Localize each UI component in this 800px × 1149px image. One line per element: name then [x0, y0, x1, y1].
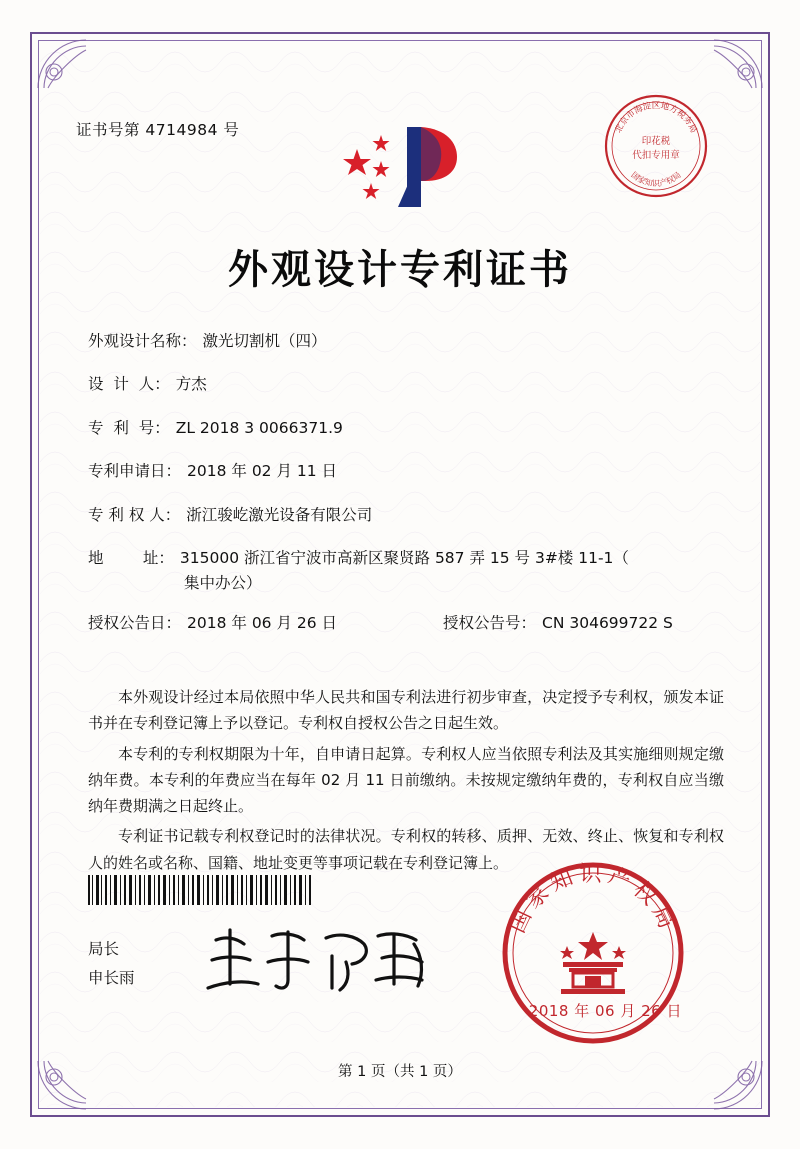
seal-top-text: 国家知识产权局	[504, 862, 682, 937]
tax-stamp-icon	[602, 92, 710, 200]
field-application-date	[88, 460, 730, 482]
certificate-content	[60, 60, 740, 1089]
legal-text	[88, 684, 724, 880]
legal-paragraph: 本外观设计经过本局依照中华人民共和国专利法进行初步审查，决定授予专利权，颁发本证书并在专利登记簿上予以登记。专利权自授权公告之日起生效。	[88, 688, 724, 733]
field-value: 浙江骏屹激光设备有限公司	[186, 505, 373, 524]
field-patent-number	[88, 417, 730, 439]
field-label: 设 计 人：	[88, 375, 170, 394]
field-label: 专 利 号：	[88, 418, 170, 437]
field-designer	[88, 373, 730, 395]
stamp-center-line1: 印花税	[641, 136, 671, 147]
field-label: 地 址：	[88, 549, 174, 568]
field-address	[88, 547, 730, 594]
stamp-arc-text-bottom: 国家知识产权局	[629, 170, 683, 188]
field-value: CN 304699722 S	[542, 614, 673, 633]
signature-role-label: 局长	[88, 940, 120, 958]
field-grant-date	[88, 612, 443, 634]
seal-date: 2018 年 06 月 26 日	[528, 1002, 682, 1020]
field-value: ZL 2018 3 0066371.9	[175, 418, 343, 437]
page-title: 外观设计专利证书	[228, 246, 572, 293]
field-value: 2018 年 02 月 11 日	[187, 462, 338, 481]
field-grant-row	[88, 612, 730, 634]
field-label: 授权公告号：	[443, 614, 537, 633]
field-design-name	[88, 330, 730, 352]
legal-paragraph: 专利证书记载专利权登记时的法律状况。专利权的转移、质押、无效、终止、恢复和专利权人的姓名或名称、国籍、地址变更等事项记载在专利登记簿上。	[88, 827, 724, 872]
field-value: 315000 浙江省宁波市高新区聚贤路 587 弄 15 号 3#楼 11-1（	[179, 549, 629, 568]
barcode	[88, 875, 313, 905]
field-list	[88, 330, 730, 649]
signature-block	[88, 935, 135, 994]
field-value: 激光切割机（四）	[202, 332, 327, 350]
field-value: 2018 年 06 月 26 日	[187, 614, 338, 633]
stamp-arc-text: 北京市海淀区地方税务局	[613, 101, 699, 135]
field-label: 专 利 权 人：	[88, 505, 181, 524]
field-grant-number	[443, 612, 730, 634]
field-label: 专利申请日：	[88, 462, 182, 481]
field-patentee	[88, 504, 730, 526]
svg-text:国家知识产权局	[505, 862, 681, 937]
svg-text:国家知识产权局	[629, 170, 682, 188]
field-label: 外观设计名称：	[88, 332, 197, 350]
field-value: 方杰	[175, 375, 207, 394]
signature-name: 申长雨	[88, 969, 135, 988]
cnipa-logo-icon	[335, 115, 465, 215]
field-address-line2: 集中办公）	[184, 573, 262, 592]
handwritten-signature	[200, 922, 450, 997]
page-footer: 第 1 页（共 1 页）	[338, 1064, 462, 1080]
field-label: 授权公告日：	[88, 614, 182, 633]
stamp-center-line2: 代扣专用章	[632, 150, 680, 161]
legal-paragraph: 本专利的专利权期限为十年，自申请日起算。专利权人应当依照专利法及其实施细则规定缴纳年费。本专利的年费应当在每年 02 月 11 日前缴纳。未按规定缴纳年费的，专利权自应当缴纳年费期满之日起终止。	[88, 744, 724, 815]
certificate-number: 证书号第 4714984 号	[76, 121, 240, 139]
